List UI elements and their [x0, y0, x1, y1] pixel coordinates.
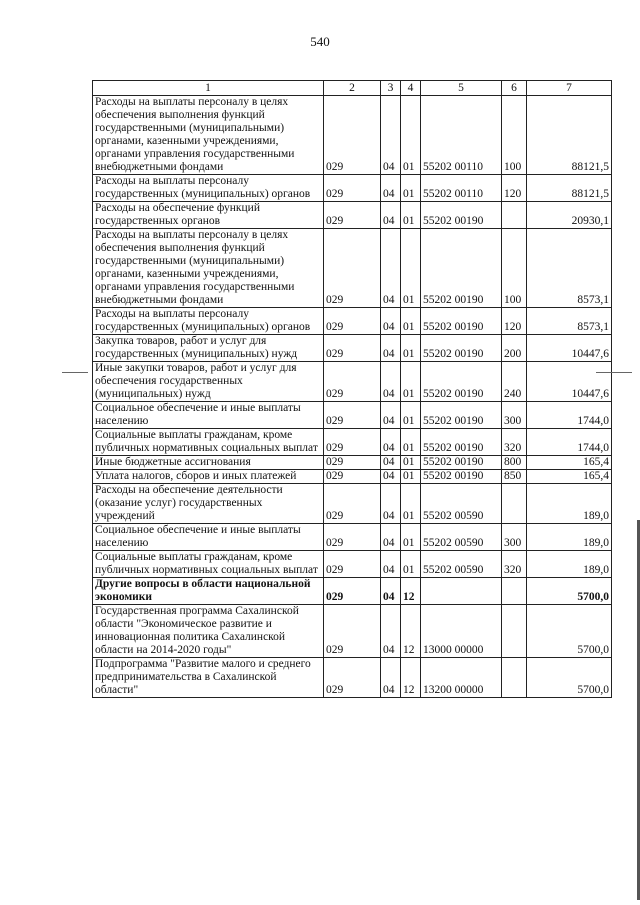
- amount-cell: 88121,5: [527, 96, 612, 175]
- row-name-cell: Подпрограмма "Развитие малого и среднего предпринимательства в Сахалинской области": [93, 658, 324, 698]
- target-article-cell: 55202 00590: [421, 551, 502, 578]
- row-name-cell: Расходы на выплаты персоналу в целях обеспечения выполнения функций государственными (муниципальными) органами, казенными учреждениями, органами управления государственными внебюджетными фондами: [93, 229, 324, 308]
- amount-cell: 165,4: [527, 456, 612, 470]
- target-article-cell: 55202 00190: [421, 229, 502, 308]
- target-article-cell: 55202 00590: [421, 524, 502, 551]
- admin-code-cell: 029: [324, 605, 381, 658]
- table-header-row: [93, 81, 612, 96]
- expense-type-cell: 120: [502, 175, 527, 202]
- table-row: [93, 484, 612, 524]
- subsection-cell: 01: [401, 470, 421, 484]
- section-cell: 04: [381, 202, 401, 229]
- table-row: [93, 470, 612, 484]
- row-name-cell: Расходы на выплаты персоналу государственных (муниципальных) органов: [93, 175, 324, 202]
- table-row: [93, 551, 612, 578]
- amount-cell: 5700,0: [527, 658, 612, 698]
- section-cell: 04: [381, 335, 401, 362]
- target-article-cell: 55202 00190: [421, 362, 502, 402]
- column-header: 1: [93, 81, 324, 96]
- table-row: [93, 658, 612, 698]
- admin-code-cell: 029: [324, 658, 381, 698]
- subsection-cell: 01: [401, 362, 421, 402]
- expense-type-cell: 300: [502, 524, 527, 551]
- amount-cell: 189,0: [527, 484, 612, 524]
- expense-type-cell: 850: [502, 470, 527, 484]
- amount-cell: 10447,6: [527, 362, 612, 402]
- section-cell: 04: [381, 229, 401, 308]
- table-row: [93, 402, 612, 429]
- subsection-cell: 12: [401, 578, 421, 605]
- page-number: 540: [310, 34, 330, 49]
- row-name-cell: Уплата налогов, сборов и иных платежей: [93, 470, 324, 484]
- table-row: [93, 96, 612, 175]
- scan-mark: [596, 372, 632, 373]
- row-name-cell: Государственная программа Сахалинской области "Экономическое развитие и инновационная политика Сахалинской области на 2014-2020 годы": [93, 605, 324, 658]
- row-name-cell: Иные бюджетные ассигнования: [93, 456, 324, 470]
- scan-mark: [62, 372, 88, 373]
- target-article-cell: 55202 00190: [421, 308, 502, 335]
- section-cell: 04: [381, 605, 401, 658]
- subsection-cell: 01: [401, 456, 421, 470]
- target-article-cell: 13200 00000: [421, 658, 502, 698]
- amount-cell: 10447,6: [527, 335, 612, 362]
- admin-code-cell: 029: [324, 202, 381, 229]
- subsection-cell: 01: [401, 308, 421, 335]
- expense-type-cell: [502, 578, 527, 605]
- table-row: [93, 524, 612, 551]
- expense-type-cell: 800: [502, 456, 527, 470]
- amount-cell: 165,4: [527, 470, 612, 484]
- expense-type-cell: [502, 202, 527, 229]
- column-header: 4: [401, 81, 421, 96]
- expense-type-cell: 120: [502, 308, 527, 335]
- row-name-cell: Социальные выплаты гражданам, кроме публичных нормативных социальных выплат: [93, 429, 324, 456]
- subsection-cell: 01: [401, 335, 421, 362]
- column-header: 3: [381, 81, 401, 96]
- row-name-cell: Другие вопросы в области национальной экономики: [93, 578, 324, 605]
- row-name-cell: Социальное обеспечение и иные выплаты населению: [93, 402, 324, 429]
- section-cell: 04: [381, 551, 401, 578]
- column-header: 6: [502, 81, 527, 96]
- table-row: [93, 202, 612, 229]
- row-name-cell: Расходы на обеспечение функций государственных органов: [93, 202, 324, 229]
- table-body: [93, 96, 612, 698]
- target-article-cell: 55202 00190: [421, 335, 502, 362]
- amount-cell: 1744,0: [527, 429, 612, 456]
- subsection-cell: 01: [401, 175, 421, 202]
- admin-code-cell: 029: [324, 470, 381, 484]
- subsection-cell: 01: [401, 484, 421, 524]
- target-article-cell: 55202 00110: [421, 175, 502, 202]
- subsection-cell: 12: [401, 605, 421, 658]
- column-header: 7: [527, 81, 612, 96]
- amount-cell: 1744,0: [527, 402, 612, 429]
- admin-code-cell: 029: [324, 96, 381, 175]
- row-name-cell: Расходы на выплаты персоналу государственных (муниципальных) органов: [93, 308, 324, 335]
- section-cell: 04: [381, 96, 401, 175]
- row-name-cell: Социальные выплаты гражданам, кроме публичных нормативных социальных выплат: [93, 551, 324, 578]
- target-article-cell: 55202 00190: [421, 456, 502, 470]
- section-cell: 04: [381, 429, 401, 456]
- expense-type-cell: 320: [502, 429, 527, 456]
- section-cell: 04: [381, 658, 401, 698]
- admin-code-cell: 029: [324, 308, 381, 335]
- section-cell: 04: [381, 175, 401, 202]
- expense-type-cell: [502, 484, 527, 524]
- table-row: [93, 229, 612, 308]
- amount-cell: 5700,0: [527, 605, 612, 658]
- admin-code-cell: 029: [324, 402, 381, 429]
- amount-cell: 5700,0: [527, 578, 612, 605]
- expense-type-cell: 300: [502, 402, 527, 429]
- subsection-cell: 01: [401, 429, 421, 456]
- row-name-cell: Расходы на обеспечение деятельности (оказание услуг) государственных учреждений: [93, 484, 324, 524]
- section-cell: 04: [381, 524, 401, 551]
- amount-cell: 88121,5: [527, 175, 612, 202]
- target-article-cell: 55202 00190: [421, 429, 502, 456]
- section-cell: 04: [381, 402, 401, 429]
- table-row: [93, 429, 612, 456]
- section-cell: 04: [381, 456, 401, 470]
- section-cell: 04: [381, 470, 401, 484]
- admin-code-cell: 029: [324, 362, 381, 402]
- budget-table: [92, 80, 612, 698]
- table-row: [93, 605, 612, 658]
- admin-code-cell: 029: [324, 524, 381, 551]
- row-name-cell: Расходы на выплаты персоналу в целях обеспечения выполнения функций государственными (муниципальными) органами, казенными учреждениями, органами управления государственными внебюджетными фондами: [93, 96, 324, 175]
- target-article-cell: 13000 00000: [421, 605, 502, 658]
- section-cell: 04: [381, 578, 401, 605]
- amount-cell: 8573,1: [527, 229, 612, 308]
- admin-code-cell: 029: [324, 456, 381, 470]
- table-row: [93, 578, 612, 605]
- admin-code-cell: 029: [324, 578, 381, 605]
- admin-code-cell: 029: [324, 175, 381, 202]
- target-article-cell: 55202 00590: [421, 484, 502, 524]
- expense-type-cell: 320: [502, 551, 527, 578]
- admin-code-cell: 029: [324, 484, 381, 524]
- expense-type-cell: 100: [502, 96, 527, 175]
- table-row: [93, 175, 612, 202]
- table-row: [93, 335, 612, 362]
- subsection-cell: 01: [401, 524, 421, 551]
- target-article-cell: 55202 00190: [421, 470, 502, 484]
- target-article-cell: 55202 00190: [421, 402, 502, 429]
- amount-cell: 20930,1: [527, 202, 612, 229]
- expense-type-cell: [502, 658, 527, 698]
- table-row: [93, 362, 612, 402]
- admin-code-cell: 029: [324, 551, 381, 578]
- subsection-cell: 12: [401, 658, 421, 698]
- section-cell: 04: [381, 362, 401, 402]
- table-row: [93, 456, 612, 470]
- amount-cell: 8573,1: [527, 308, 612, 335]
- expense-type-cell: 100: [502, 229, 527, 308]
- subsection-cell: 01: [401, 229, 421, 308]
- column-header: 2: [324, 81, 381, 96]
- expense-type-cell: [502, 605, 527, 658]
- amount-cell: 189,0: [527, 524, 612, 551]
- row-name-cell: Закупка товаров, работ и услуг для государственных (муниципальных) нужд: [93, 335, 324, 362]
- subsection-cell: 01: [401, 96, 421, 175]
- subsection-cell: 01: [401, 402, 421, 429]
- admin-code-cell: 029: [324, 429, 381, 456]
- row-name-cell: Иные закупки товаров, работ и услуг для обеспечения государственных (муниципальных) нужд: [93, 362, 324, 402]
- column-header: 5: [421, 81, 502, 96]
- expense-type-cell: 240: [502, 362, 527, 402]
- subsection-cell: 01: [401, 202, 421, 229]
- row-name-cell: Социальное обеспечение и иные выплаты населению: [93, 524, 324, 551]
- admin-code-cell: 029: [324, 229, 381, 308]
- amount-cell: 189,0: [527, 551, 612, 578]
- target-article-cell: [421, 578, 502, 605]
- table-row: [93, 308, 612, 335]
- section-cell: 04: [381, 484, 401, 524]
- subsection-cell: 01: [401, 551, 421, 578]
- expense-type-cell: 200: [502, 335, 527, 362]
- section-cell: 04: [381, 308, 401, 335]
- target-article-cell: 55202 00110: [421, 96, 502, 175]
- target-article-cell: 55202 00190: [421, 202, 502, 229]
- admin-code-cell: 029: [324, 335, 381, 362]
